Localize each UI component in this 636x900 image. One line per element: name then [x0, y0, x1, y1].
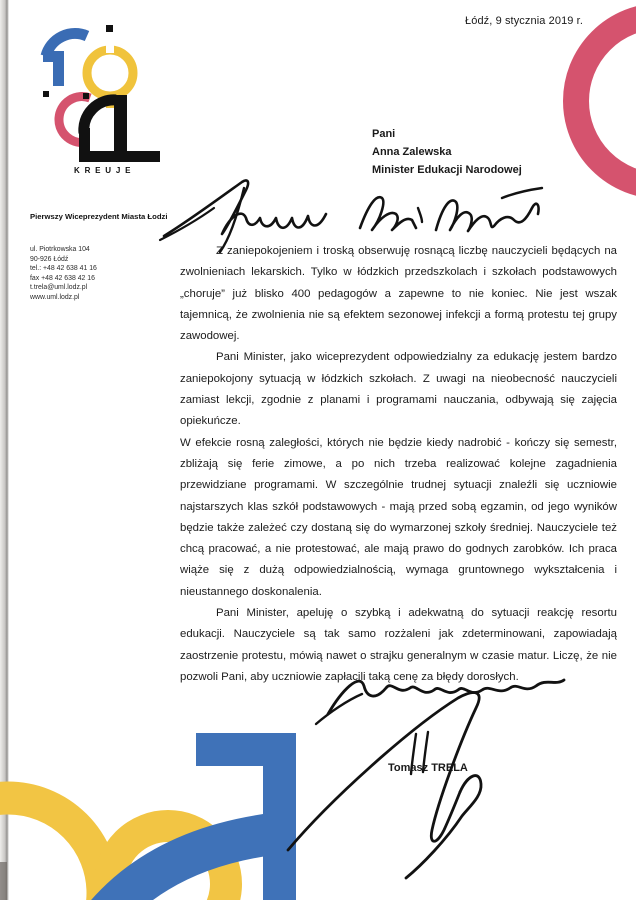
recipient-line: Pani — [372, 128, 396, 140]
sender-address-line: tel.: +48 42 638 41 16 — [30, 265, 97, 273]
signer-name: Tomasz TRELA — [388, 762, 468, 774]
lodz-kreuje-logo-icon — [30, 20, 162, 170]
recipient-line: Anna Zalewska — [372, 146, 452, 158]
sender-email: t.trela@uml.lodz.pl — [30, 284, 88, 292]
handwritten-signature — [270, 650, 590, 885]
sender-address-block — [30, 245, 97, 303]
paragraph: W efekcie rosną zaległości, których nie będzie kiedy nadrobić - kończy się semestr, zbliżają się ferie zimowe, a po nich trzeba realizować kolejne zagadnienia przewidziane programami. W szczególnie trudnej sytuacji znaleźli się uczniowie najstarszych klas szkół podstawowych - mają przed sobą egzamin, od jego wyników będzie także zależeć czy dostaną się do wymarzonej szkoły średniej. Nauczyciele też chcą pracować, a nie protestować, ale mają prawo do godnych zarobków. Ich praca wiąże się z dużą odpowiedzialnością, wymaga gruntownego wykształcenia i nieustannego doskonalenia. — [180, 436, 617, 598]
logo-tagline: KREUJE — [74, 166, 136, 175]
recipient-line: Minister Edukacji Narodowej — [372, 164, 522, 176]
sender-website: www.uml.lodz.pl — [30, 293, 80, 301]
paragraph: Pani Minister, jako wiceprezydent odpowiedzialny za edukację jestem bardzo zaniepokojony sytuacją w łódzkich szkołach. Z uwagi na nieobecność nauczycieli zamiast lekcji, zgodnie z planami i programami nauczania, odbywają się zajęcia opiekuńcze. — [180, 351, 617, 428]
sender-address-line: ul. Piotrkowska 104 — [30, 246, 90, 253]
sender-title: Pierwszy Wiceprezydent Miasta Łodzi — [30, 212, 168, 221]
letter-body — [180, 241, 617, 688]
sender-address-line: 90-926 Łódź — [30, 255, 69, 263]
sender-address-line: fax +48 42 638 42 16 — [30, 274, 95, 282]
pink-ring-decoration-icon — [560, 0, 636, 210]
date-line: Łódź, 9 stycznia 2019 r. — [465, 15, 583, 27]
paragraph: Z zaniepokojeniem i troską obserwuję rosnącą liczbę nauczycieli będących na zwolnieniach lekarskich. Tylko w łódzkich przedszkolach i szkołach podstawowych „choruje” już blisko 400 pedagogów a zapewne to nie koniec. Nie jest wszak tajemnicą, że zwolnienia nie są efektem sezonowej infekcji a formą protestu tej grupy zawodowej. — [180, 245, 617, 343]
paragraph: Pani Minister, apeluję o szybką i adekwatną do sytuacji reakcję resortu edukacji. Nauczyciele są tak samo rozżaleni jak zdeterminowani, zapowiadają zaostrzenie protestu, mówią nawet o strajku generalnym w czasie matur. Liczę, że nie pozwoli Pani, aby uczniowie zapłacili taką cenę za błędy dorosłych. — [180, 607, 617, 683]
